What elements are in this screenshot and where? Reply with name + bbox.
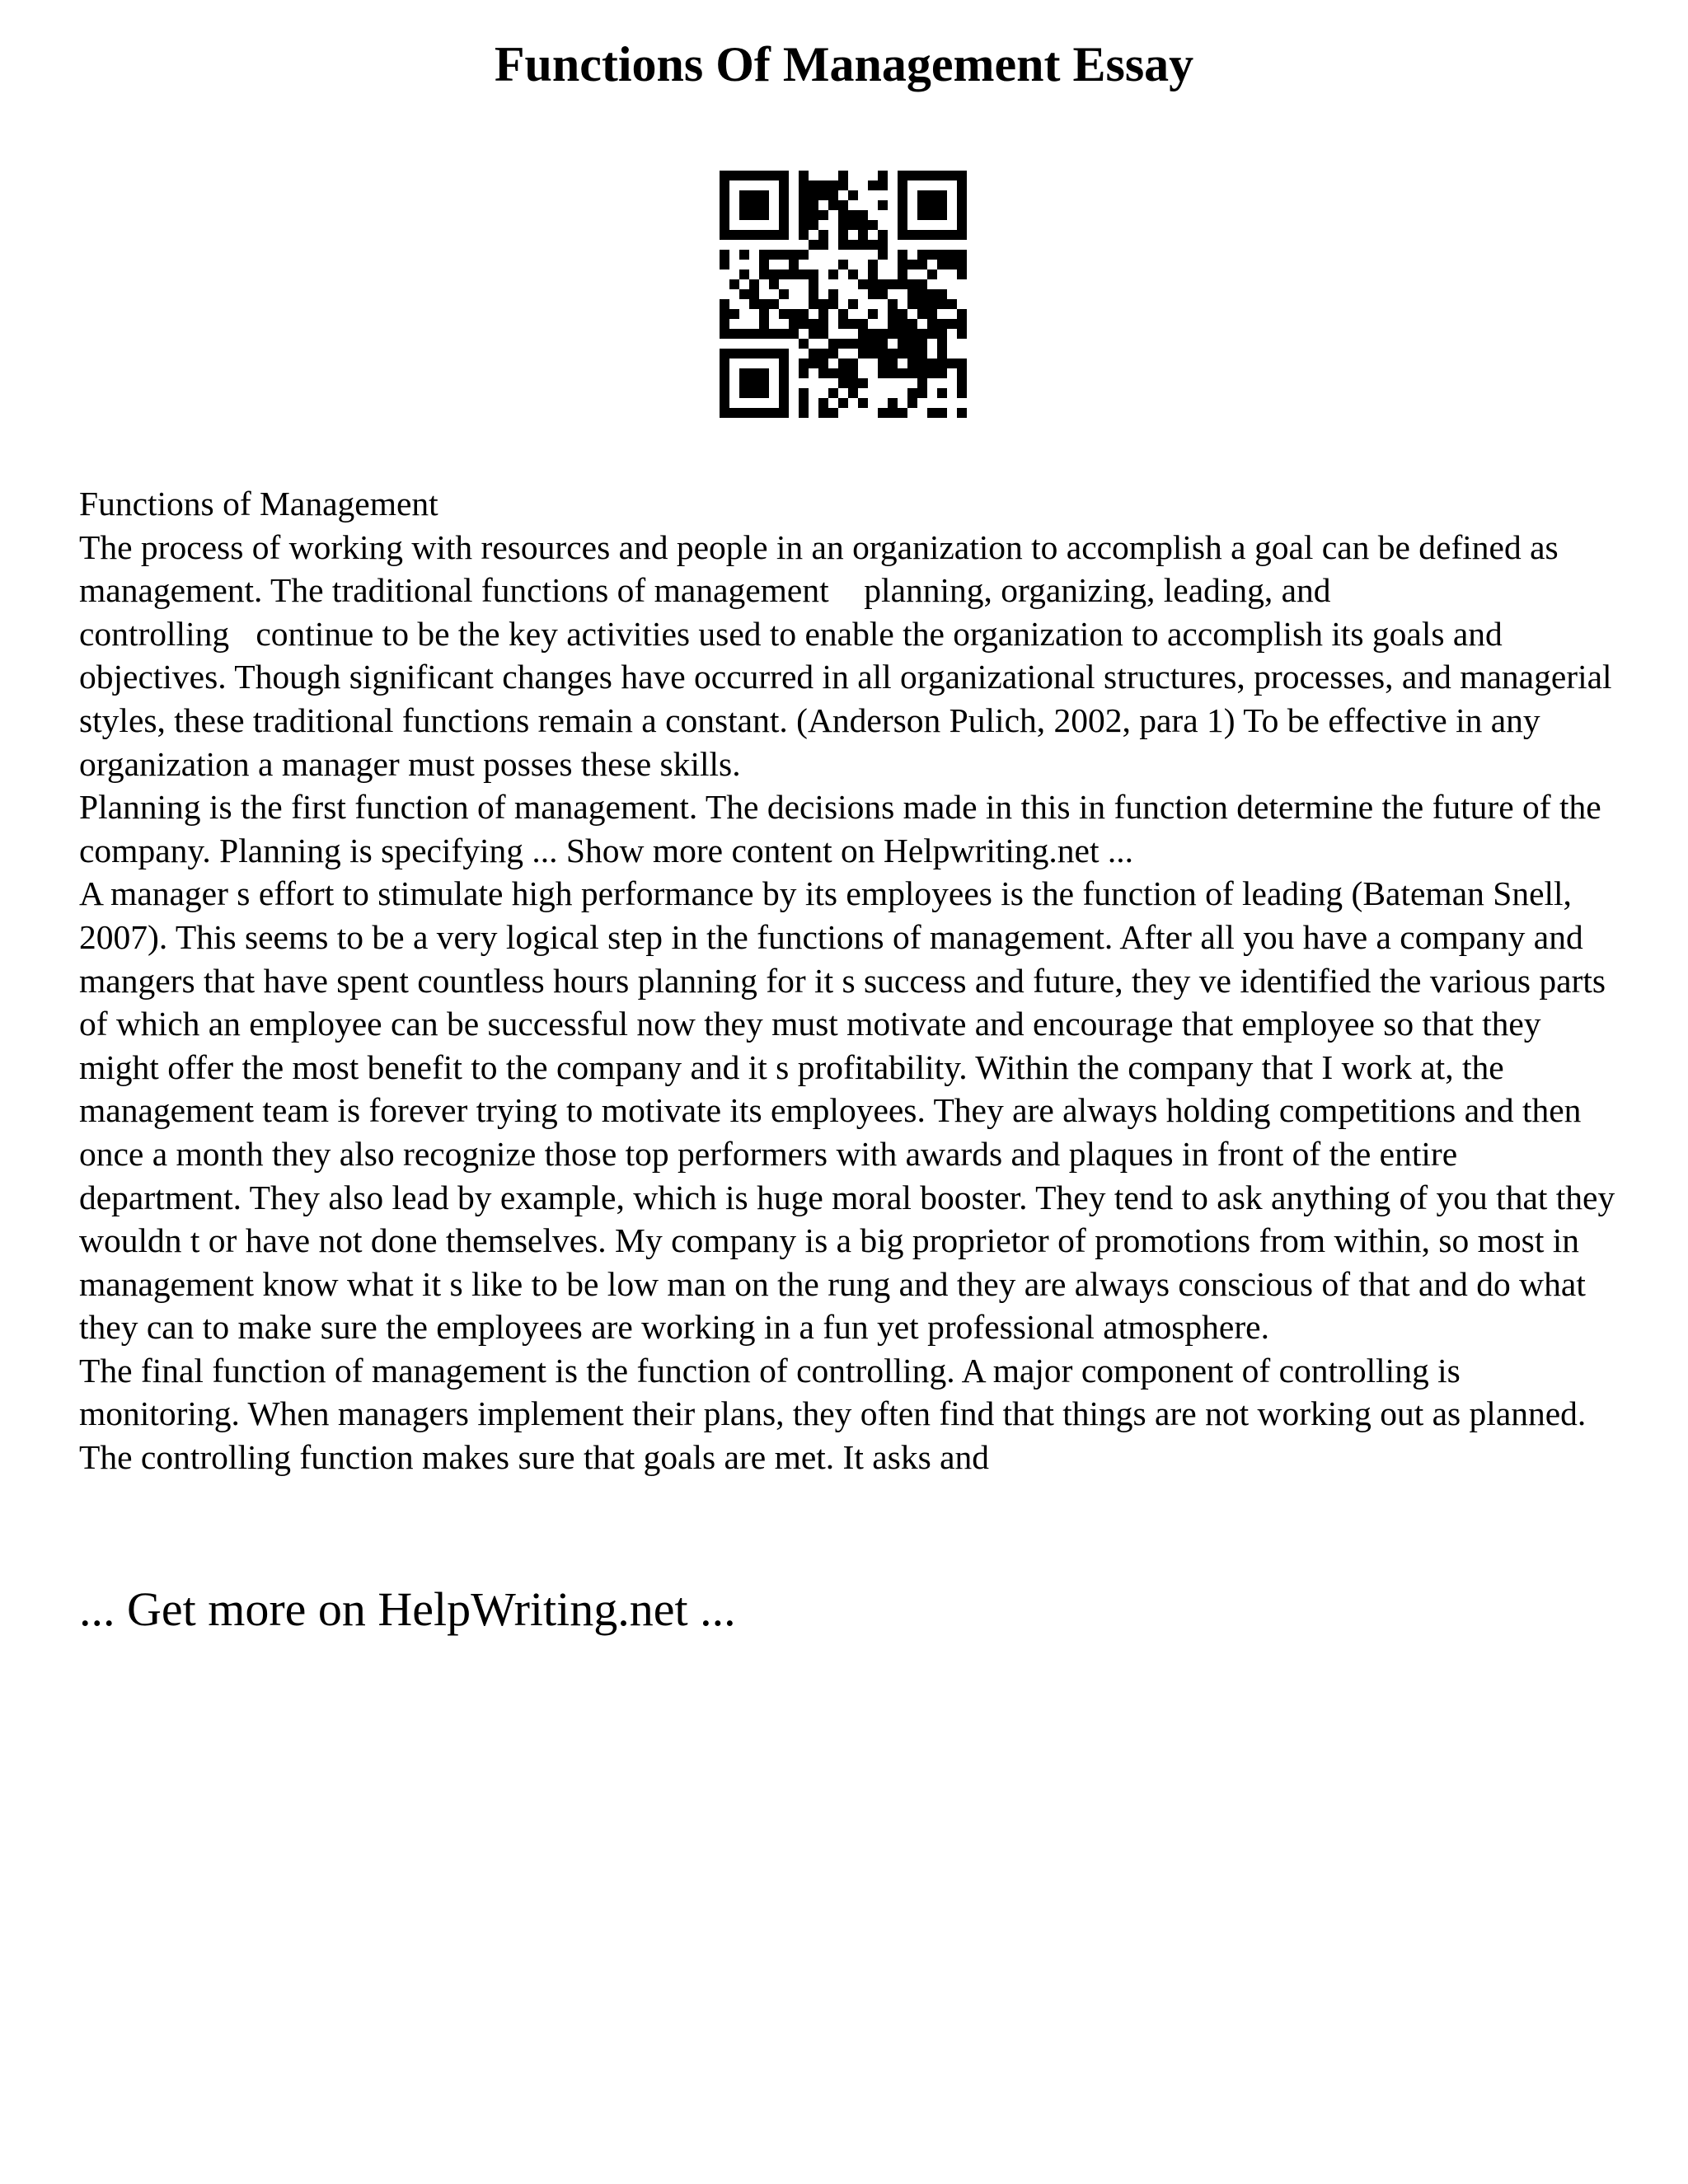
- get-more-link[interactable]: ... Get more on HelpWriting.net ...: [79, 1582, 736, 1636]
- page-title: Functions Of Management Essay: [494, 37, 1194, 91]
- essay-body: [79, 482, 1620, 1479]
- qr-code-icon[interactable]: [720, 171, 967, 418]
- essay-heading: Functions of Management: [79, 485, 438, 523]
- paragraph: The process of working with resources and people in an organization to accomplish a goal can be defined as management. The traditional functions of management  planning, organizing, leading, and controlling continue to be the key activities used to enable the organization to accomplish its goals and objectives. Though significant changes have occurred in all organizational structures, processes, and managerial styles, these traditional functions remain a constant. (Anderson Pulich, 2002, para 1) To be effective in any organization a manager must posses these skills.: [79, 527, 1612, 783]
- paragraph: The final function of management is the function of controlling. A major component of controlling is monitoring. When managers implement their plans, they often find that things are not working out as planned. The controlling function makes sure that goals are met. It asks and: [79, 1351, 1587, 1477]
- paragraph: Planning is the first function of management. The decisions made in this in function determine the future of the company. Planning is specifying ... Show more content on Helpwriting.net ...: [79, 788, 1601, 869]
- paragraph: A manager s effort to stimulate high performance by its employees is the function of leading (Bateman Snell, 2007). This seems to be a very logical step in the functions of management. After all you have a company and mangers that have spent countless hours planning for it s success and future, they ve identified the various parts of which an employee can be successful now they must motivate and encourage that employee so that they might offer the most benefit to the company and it s profitability. Within the company that I work at, the management team is forever trying to motivate its employees. They are always holding competitions and then once a month they also recognize those top performers with awards and plaques in front of the entire department. They also lead by example, which is huge moral booster. They tend to ask anything of you that they wouldn t or have not done themselves. My company is a big proprietor of promotions from within, so most in management know what it s like to be low man on the rung and they are always conscious of that and do what they can to make sure the employees are working in a fun yet professional atmosphere.: [79, 874, 1615, 1347]
